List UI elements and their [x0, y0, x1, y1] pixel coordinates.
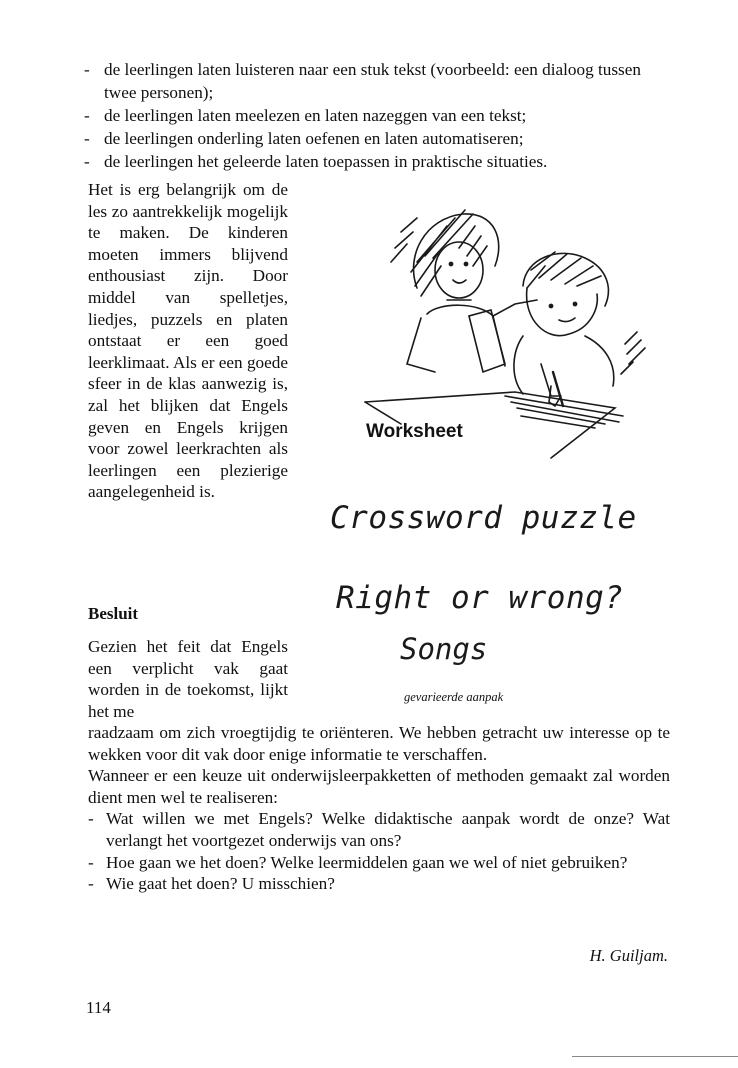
- crossword-puzzle-label: Crossword puzzle: [330, 500, 637, 536]
- author-signature: H. Guiljam.: [589, 946, 668, 965]
- girl-face-icon: [435, 242, 483, 300]
- boy-hair-icon: [523, 252, 608, 306]
- hair-hatching-icon: [411, 210, 499, 296]
- bullet-dash: -: [88, 874, 94, 894]
- bullet-dash: -: [88, 809, 94, 829]
- list-item-text: Hoe gaan we het doen? Welke leermiddelen gaan we wel of niet gebruiken?: [106, 852, 628, 872]
- boy-body-icon: [514, 336, 614, 406]
- besluit-paragraph-continued: raadzaam om zich vroegtijdig te oriënteren. We hebben getracht uw interesse op te wekken voor dit vak door enige informatie te verschaffen.: [88, 723, 670, 764]
- top-bullet-list: [84, 58, 674, 173]
- bullet-dash: -: [84, 152, 90, 171]
- illustration-caption: gevarieerde aanpak: [404, 690, 504, 704]
- list-item-text: de leerlingen onderling laten oefenen en laten automatiseren;: [104, 129, 524, 148]
- methods-paragraph: Wanneer er een keuze uit onderwijsleerpakketten of methoden gemaakt zal worden dient men wel te realiseren:: [88, 766, 670, 807]
- column-paragraph: Het is erg belangrijk om de les zo aantrekkelijk mogelijk te maken. De kinderen moeten immers blijvend enthousiast zijn. Door middel van spelletjes, liedjes, puzzels en platen ontstaat er een goed leerklimaat. Als er een goede sfeer in de klas aanwezig is, zal het blijken dat Engels geven en Engels krijgen voor zowel leerkrachten als leerlingen een plezierige aangelegenheid is.: [88, 180, 288, 502]
- list-item: [88, 852, 670, 874]
- boy-face-icon: [527, 288, 598, 336]
- songs-label: Songs: [400, 632, 488, 666]
- side-hatching-icon: [391, 218, 645, 374]
- list-item-text: Wat willen we met Engels? Welke didaktische aanpak wordt de onze? Wat verlangt het voortgezet onderwijs van ons?: [106, 809, 670, 850]
- bullet-dash: -: [84, 129, 90, 148]
- bottom-edge-line: [572, 1056, 738, 1057]
- besluit-paragraph-start: Gezien het feit dat Engels een verplicht vak gaat worden in de toekomst, lijkt het me: [88, 637, 288, 721]
- girl-body-icon: [407, 300, 537, 372]
- list-item: [84, 58, 674, 104]
- bullet-dash: -: [84, 106, 90, 125]
- list-item: [88, 873, 670, 895]
- held-paper-icon: [469, 310, 505, 372]
- list-item: [88, 808, 670, 851]
- list-item: [84, 150, 674, 173]
- section-heading: Besluit: [88, 604, 139, 623]
- list-item-text: Wie gaat het doen? U misschien?: [106, 874, 335, 894]
- bullet-dash: -: [84, 60, 90, 79]
- list-item-text: de leerlingen laten meelezen en laten nazeggen van een tekst;: [104, 106, 527, 125]
- list-item-text: de leerlingen laten luisteren naar een stuk tekst (voorbeeld: een dialoog tussen twee personen);: [104, 60, 641, 102]
- bullet-dash: -: [88, 852, 94, 872]
- right-or-wrong-label: Right or wrong?: [336, 580, 624, 616]
- list-item: [84, 104, 674, 127]
- worksheet-label: Worksheet: [366, 421, 463, 442]
- page-number: 114: [86, 998, 111, 1017]
- full-width-text: [88, 722, 670, 895]
- list-item: [84, 127, 674, 150]
- list-item-text: de leerlingen het geleerde laten toepassen in praktische situaties.: [104, 152, 548, 171]
